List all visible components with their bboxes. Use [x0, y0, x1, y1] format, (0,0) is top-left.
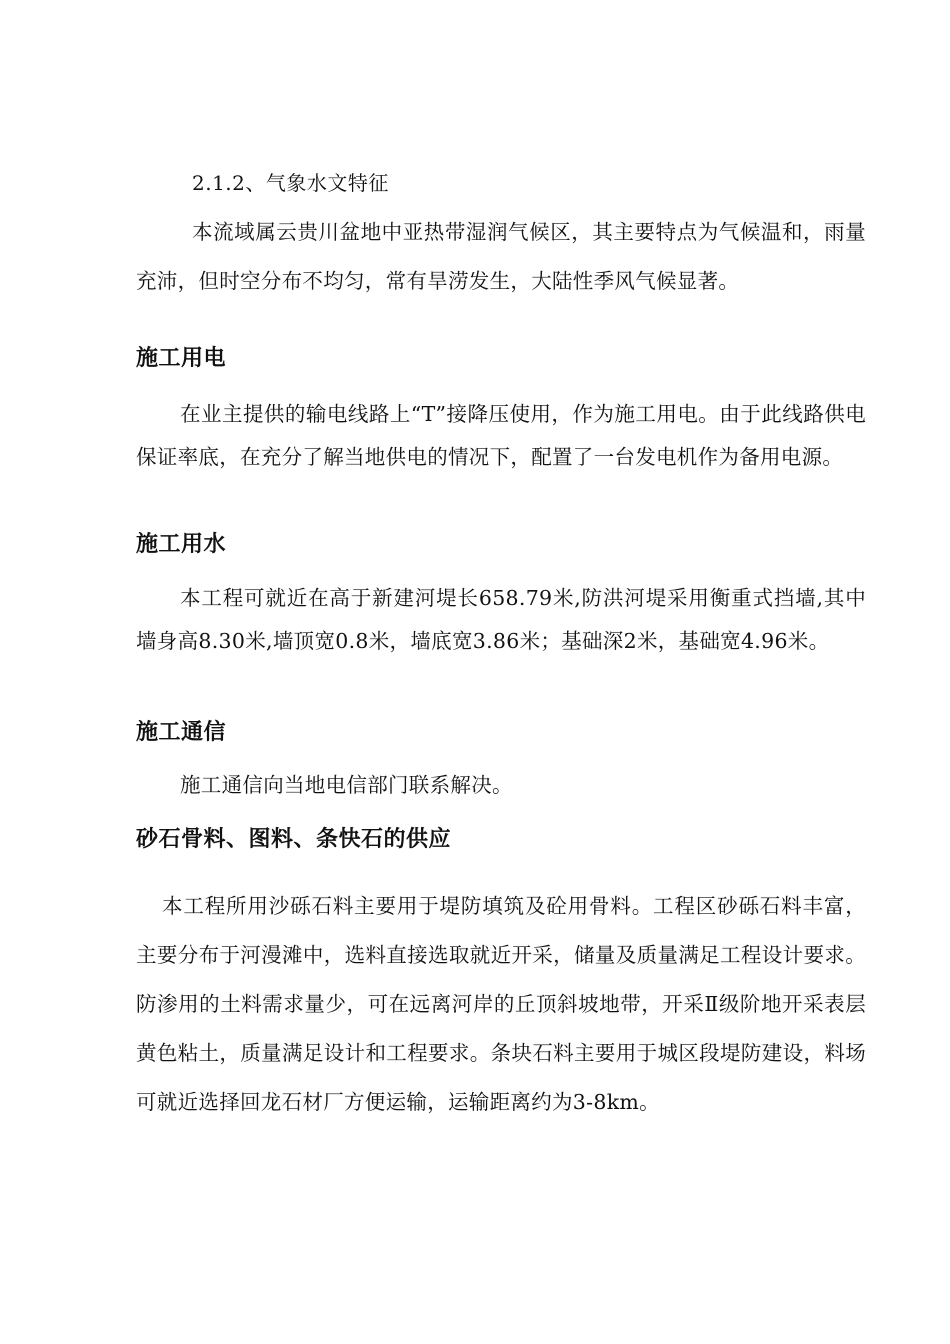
water-paragraph: 本工程可就近在高于新建河堤长658.79米,防洪河堤采用衡重式挡墙,其中墙身高8.30米,墙顶宽0.8米，墙底宽3.86米；基础深2米，基础宽4.96米。 — [136, 586, 866, 653]
power-paragraph: 在业主提供的输电线路上“T”接降压使用，作为施工用电。由于此线路供电保证率底，在充分了解当地供电的情况下，配置了一台发电机作为备用电源。 — [136, 402, 866, 469]
section-heading-communication: 施工通信 — [136, 720, 227, 745]
materials-paragraph: 本工程所用沙砾石料主要用于堤防填筑及砼用骨料。工程区砂砾石料丰富，主要分布于河漫滩中，选料直接选取就近开采，储量及质量满足工程设计要求。防渗用的土料需求量少，可在远离河岸的丘顶斜坡地带，开采Ⅱ级阶地开采表层黄色粘土，质量满足设计和工程要求。条块石料主要用于城区段堤防建设，料场可就近选择回龙石材厂方便运输，运输距离约为3-8km。 — [136, 894, 866, 1114]
communication-paragraph: 施工通信向当地电信部门联系解决。 — [180, 773, 513, 797]
section-heading-water: 施工用水 — [136, 532, 227, 557]
section-heading-materials: 砂石骨料、图料、条快石的供应 — [136, 827, 452, 852]
section-heading-power: 施工用电 — [136, 346, 227, 371]
climate-paragraph: 本流域属云贵川盆地中亚热带湿润气候区，其主要特点为气候温和，雨量充沛，但时空分布不均匀，常有旱涝发生，大陆性季风气候显著。 — [136, 220, 866, 293]
section-heading-climate: 2.1.2、气象水文特征 — [192, 171, 389, 195]
